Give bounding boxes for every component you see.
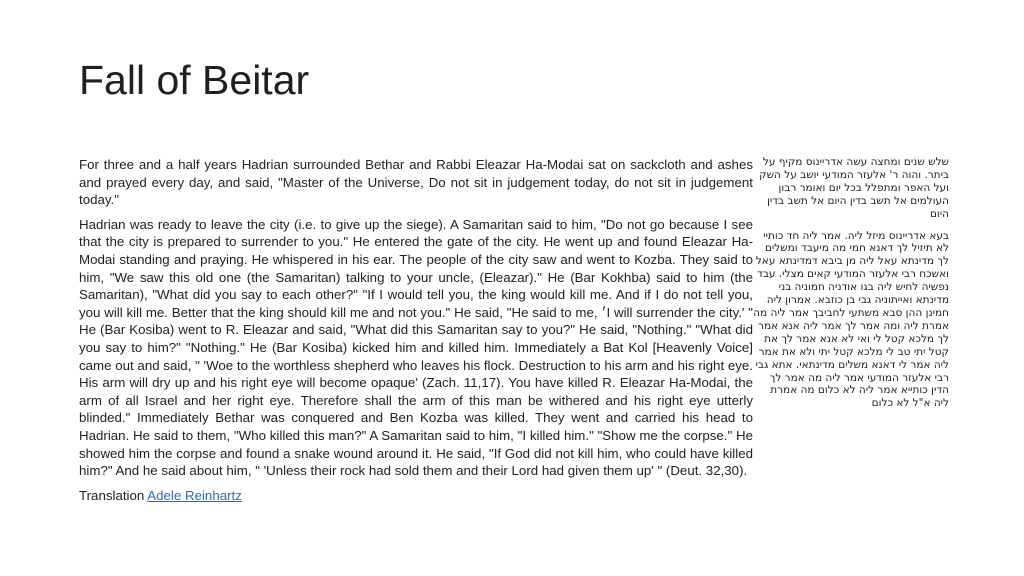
translation-label: Translation <box>79 487 145 503</box>
slide-title: Fall of Beitar <box>79 57 310 103</box>
english-paragraph-1: For three and a half years Hadrian surrounded Bethar and Rabbi Eleazar Ha-Modai sat on sackcloth and ashes and prayed every day, and said, "Master of the Universe, Do not sit in judgement today, do not sit in judgement today." <box>79 157 753 208</box>
translation-credit <box>79 487 753 505</box>
translation-author-link[interactable]: Adele Reinhartz <box>147 487 242 503</box>
hebrew-paragraph-2: בעא אדריינוס מיזל ליה. אמר ליה חד כותיי לא תיזיל לך דאנא חמי מה מיעבד ומשלים לך מדינתא עאל ליה מן ביבא דמדינתא עאל ואשכח רבי אלעזר המודעי קאים מצלי. עבד נפשיה לחיש ליה בגו אודניה חמוניה בני מדינתא ואייתוניה גבי בן כוזבא. אמרון ליה חמינן ההן סבא משתעי לחביבך אמר ליה מה אמרת ליה ומה אמר לך אמר ליה אנא אמר לך מלכא קטל לי ואי לא אנא אמר לך את קטל יתי טב לי מלכא קטל יתי ולא את אמר ליה אמר לי דאנא משלים מדינתאי. אתא גבי רבי אלעזר המודעי אמר ליה מה אמר לך הדין כותייא אמר ליה לא כלום מה אמרת ליה א"ל לא כלום <box>753 229 949 410</box>
hebrew-text-block <box>753 156 949 419</box>
english-paragraph-2: Hadrian was ready to leave the city (i.e. to give up the siege). A Samaritan said to him, "Do not go because I see that the city is prepared to surrender to you." He entered the gate of the city. He went up and found Eleazar Ha-Modai standing and praying. He whispered in his ear. The people of the city saw and went to Kozba. They said to him, "We saw this old one (the Samaritan) talking to your uncle, (Eleazar)." He (Bar Kokhba) said to him (the Samaritan), "What did you say to each other?" "If I would tell you, the king would kill me. And if I do not tell you, you will kill me. Better that the king should kill me and not you." He said, "He said to me, ׳I will surrender the city.' " He (Bar Kosiba) went to R. Eleazar and said, "What did this Samaritan say to you?" He said, "Nothing." "What did you say to him?" "Nothing." He (Bar Kosiba) kicked him and killed him. Immediately a Bat Kol [Heavenly Voice] came out and said, " 'Woe to the worthless shepherd who leaves his flock. Destruction to his arm and his right eye. His arm will dry up and his right eye will become opaque' (Zach. 11,17). You have killed R. Eleazar Ha-Modai, the arm of all Israel and her right eye. Therefore shall the arm of this man be withered and his right eye utterly blinded." Immediately Bethar was conquered and Ben Kozba was killed. They went and carried his head to Hadrian. He said to them, "Who killed this man?" A Samaritan said to him, "I killed him." "Show me the corpse." He showed him the corpse and found a snake wound around it. He said, "If God did not kill him, who could have killed him?" And he said about him, " 'Unless their rock had sold them and their Lord had given them up' " (Deut. 32,30). <box>79 216 753 479</box>
english-text-block <box>79 156 753 511</box>
hebrew-paragraph-1: שלש שנים ומחצה עשה אדריינוס מקיף על ביתר. והוה ר' אלעזר המודעי יושב על השק ועל האפר ומתפלל בכל יום ואומר רבון העולמים אל תשב בדין היום אל תשב בדין היום <box>759 156 949 220</box>
